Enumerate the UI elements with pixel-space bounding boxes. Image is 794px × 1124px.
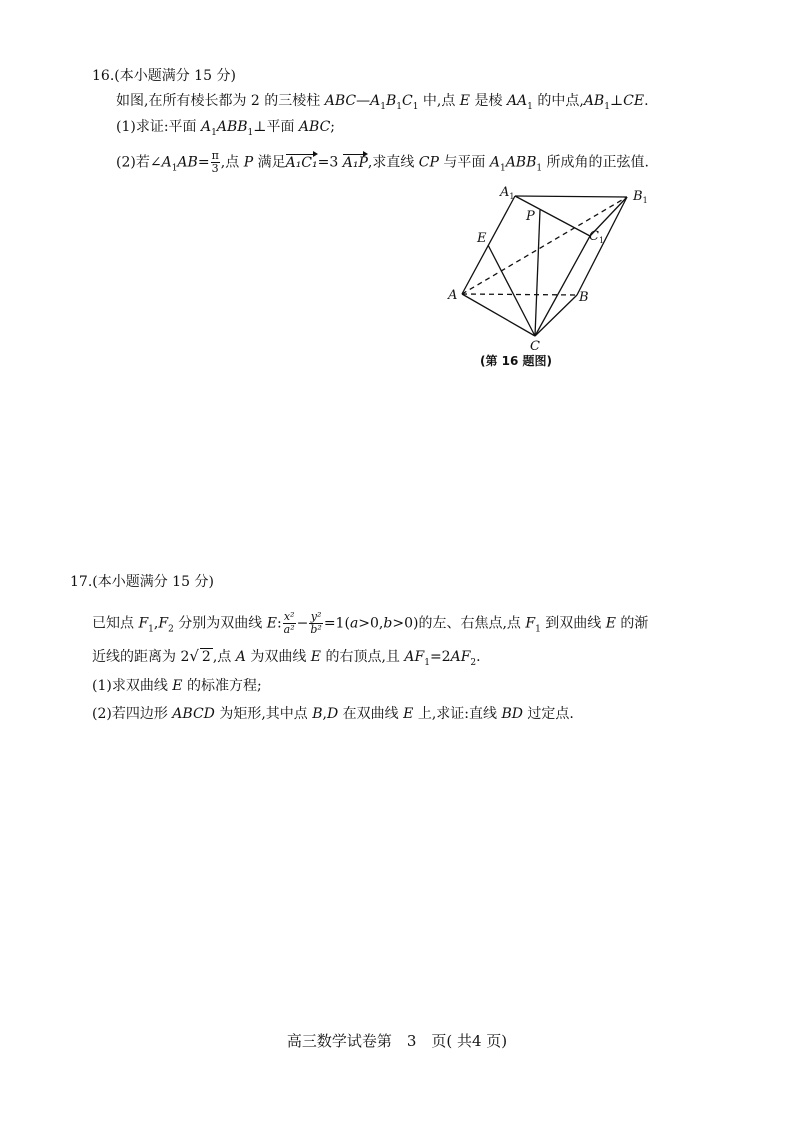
q16-part1-text: ⊥平面 (253, 119, 299, 135)
q16-number: 16. (92, 68, 115, 84)
q16-part2-text: (2)若∠ (116, 154, 162, 171)
q17-subscript: 2 (168, 624, 174, 635)
q17-score: (本小题满分 15 分) (92, 574, 214, 590)
fraction-numerator: y² (310, 610, 322, 623)
q17-math: F (138, 615, 149, 632)
q16-part2-math: P (243, 154, 254, 171)
label-c1: $C_1$ (589, 229, 605, 245)
vector-a1c1: A₁C₁ (285, 154, 318, 171)
q16-stem-math: AB (583, 93, 605, 109)
q17-stem-line2 (92, 646, 481, 673)
q16-subscript: 1 (527, 101, 533, 112)
q17-math: b (383, 615, 393, 632)
q17-text: , (153, 615, 159, 632)
radical-sign: √ (189, 647, 199, 665)
q16-stem-math: AA (506, 93, 528, 109)
vector-a1p: A₁P (342, 154, 368, 171)
q16-part2-math: ABB (505, 154, 537, 171)
q16-part2-text: 满足 (253, 154, 286, 171)
fraction-denominator: a² (283, 623, 295, 636)
q17-math: E (310, 649, 322, 665)
q17-text: >0, (358, 615, 384, 632)
q17-subscript: 1 (424, 657, 430, 668)
q17-header (70, 572, 214, 592)
q17-text: =2 (429, 649, 451, 665)
q17-text: . (476, 649, 481, 665)
q17-text: 已知点 (92, 615, 139, 632)
q16-subscript: 1 (499, 163, 506, 174)
q17-math: a (349, 615, 359, 632)
edge-ab-dashed (462, 294, 577, 295)
q17-text: 在双曲线 (338, 706, 404, 722)
q16-subscript: 1 (380, 101, 386, 112)
q17-text: (1)求双曲线 (92, 678, 173, 694)
q17-text: 分别为双曲线 (173, 615, 267, 632)
q17-text: 上,求证:直线 (413, 706, 502, 722)
label-c: C (530, 339, 540, 354)
y2-over-b2-fraction (309, 611, 322, 636)
q16-subscript: 1 (396, 101, 402, 112)
q16-part2-text: ,点 (220, 154, 244, 171)
q16-stem-math: CE (623, 93, 645, 109)
q16-part2-math: A (161, 154, 172, 171)
q16-subscript: 1 (171, 163, 178, 174)
q17-subscript: 2 (470, 657, 477, 668)
q17-math: E (172, 678, 183, 694)
q16-stem-text: 中,点 (418, 93, 460, 109)
q16-subscript: 1 (536, 163, 543, 174)
q17-text: : (276, 615, 282, 632)
q17-number: 17. (70, 574, 93, 590)
q16-part1-math: A (201, 119, 212, 135)
q16-stem-text: . (644, 93, 649, 109)
q16-stem-text: 的中点, (532, 93, 584, 109)
label-p: P (526, 209, 535, 224)
q17-text: (2)若四边形 (92, 706, 173, 722)
q16-part2-text: = (197, 154, 210, 171)
q17-math: E (403, 706, 414, 722)
q16-part1-text: ; (330, 119, 335, 135)
figure-caption: (第 16 题图) (480, 354, 553, 368)
label-b: B (579, 290, 589, 305)
q16-part2-text: 与平面 (438, 154, 490, 171)
q17-subscript: 1 (148, 624, 154, 635)
fraction-denominator: 3 (211, 162, 219, 175)
q16-subscript: 1 (604, 101, 610, 112)
q17-text: 的渐 (615, 615, 649, 632)
q16-part2-math: CP (418, 154, 439, 171)
q17-part1 (92, 676, 262, 696)
pi-over-3-fraction (211, 150, 220, 175)
q16-stem-math: C (401, 93, 413, 109)
q17-math: ABCD (172, 706, 215, 722)
label-e: E (477, 231, 487, 246)
q17-text: >0)的左、右焦点,点 (392, 615, 526, 632)
fraction-numerator: x² (283, 610, 295, 623)
q17-text: =1( (323, 615, 350, 632)
q16-score: (本小题满分 15 分) (114, 68, 236, 84)
label-a1: $A_1$ (500, 185, 515, 201)
q17-subscript: 1 (535, 624, 541, 635)
q17-text: 的标准方程; (182, 678, 262, 694)
q16-stem-math: E (459, 93, 471, 109)
q16-stem-text: 是棱 (470, 93, 507, 109)
q17-math: B (312, 706, 323, 722)
q16-subscript: 1 (412, 101, 419, 112)
q16-part1-text: (1)求证:平面 (116, 119, 201, 135)
q16-stem-text: 如图,在所有棱长都为 2 的三棱柱 (116, 93, 325, 109)
label-a: A (448, 288, 458, 303)
page-footer: 高三数学试卷第 3 页( 共4 页) (286, 1032, 508, 1050)
q17-math: F (525, 615, 536, 632)
q16-stem-math: B (385, 93, 397, 109)
q16-part2-text: 所成角的正弦值. (542, 154, 650, 171)
q16-subscript: 1 (211, 127, 217, 138)
edge-a1b1 (515, 196, 627, 197)
q16-header (92, 66, 236, 86)
q16-part2 (116, 150, 649, 178)
q16-stem-math: A (370, 93, 381, 109)
q17-math: BD (501, 706, 523, 722)
minus-sign: − (296, 615, 309, 632)
fraction-denominator: b² (310, 623, 322, 636)
q16-part2-text: =3 (317, 154, 343, 171)
q16-subscript: 1 (247, 127, 254, 138)
q17-math: E (605, 615, 616, 632)
prism-figure (440, 178, 660, 373)
q16-stem-math: ABC (324, 93, 357, 109)
radicand: 2 (201, 649, 211, 665)
q16-part1-math: ABC (298, 119, 331, 135)
q16-part2-math: A (489, 154, 500, 171)
edge-bc (535, 295, 577, 336)
label-b1: $B_1$ (633, 189, 648, 205)
q17-math: AF (450, 649, 471, 665)
x2-over-a2-fraction (283, 611, 296, 636)
q16-stem (116, 91, 649, 117)
q17-stem-line1 (92, 611, 648, 639)
q17-text: 的右顶点,且 (321, 649, 405, 665)
q17-text: 到双曲线 (540, 615, 606, 632)
q16-part2-text: ,求直线 (367, 154, 419, 171)
q16-part1 (116, 117, 335, 143)
q16-part1-math: ABB (216, 119, 248, 135)
q16-part2-math: AB (177, 154, 198, 171)
q17-math: AF (404, 649, 425, 665)
q17-text: ,点 (212, 649, 236, 665)
segment-pc (535, 210, 540, 336)
q17-math: A (235, 649, 246, 665)
q17-text: 近线的距离为 2 (92, 649, 190, 665)
q17-text: , (322, 706, 327, 722)
q17-math: F (158, 615, 169, 632)
q17-part2 (92, 704, 574, 724)
q17-text: 为双曲线 (245, 649, 311, 665)
q17-math: D (327, 706, 339, 722)
q17-math: E (266, 615, 277, 632)
fraction-numerator: π (211, 149, 219, 162)
q16-stem-dash: — (356, 93, 371, 109)
q17-text: 为矩形,其中点 (214, 706, 313, 722)
q17-text: 过定点. (522, 706, 574, 722)
q16-perp-symbol: ⊥ (609, 93, 624, 109)
